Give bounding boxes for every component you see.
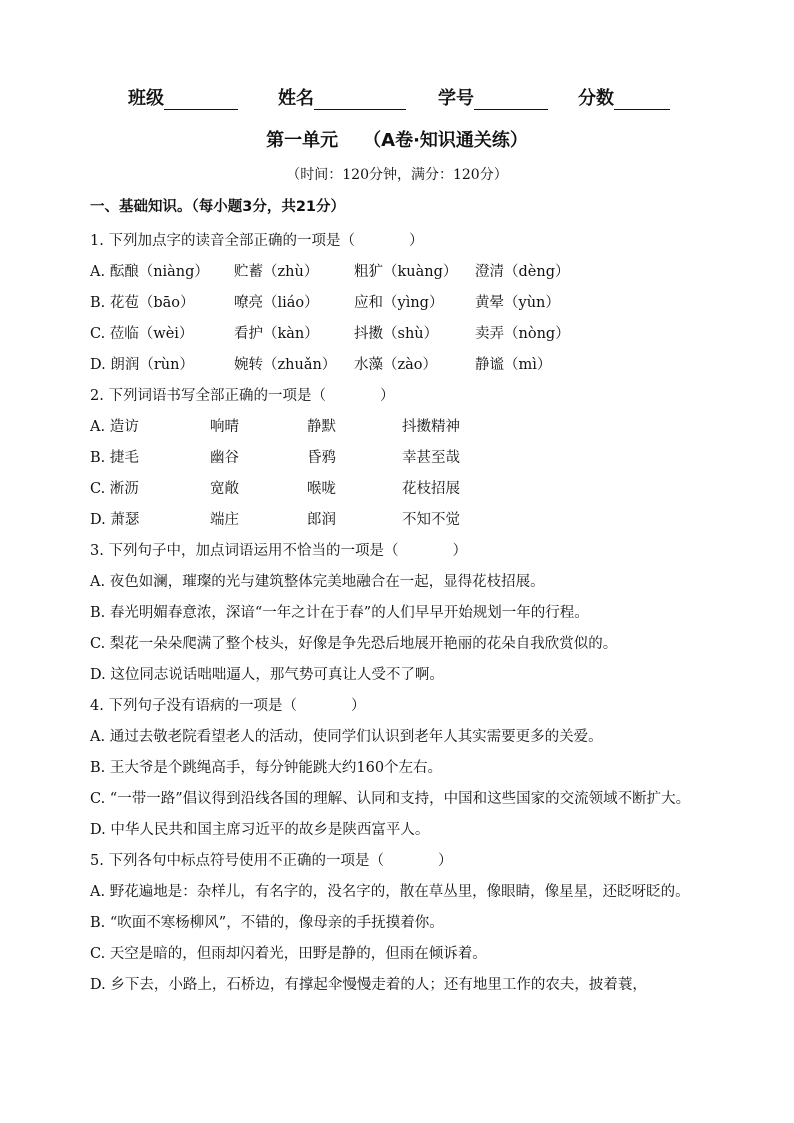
- option-cell: 端庄: [210, 512, 239, 528]
- paren-close: ）: [350, 698, 366, 714]
- question-3-stem: [90, 536, 710, 567]
- question-1-option-c: [90, 319, 710, 350]
- paren-close: ）: [379, 388, 395, 404]
- score-field: [578, 84, 670, 110]
- option-cell: 黄晕（yùn）: [475, 295, 560, 311]
- question-4-stem: [90, 691, 710, 722]
- option-cell: 昏鸦: [307, 450, 336, 466]
- question-4-option-a: A. 通过去敬老院看望老人的活动，使同学们认识到老年人其实需要更多的关爱。: [90, 729, 603, 745]
- name-field: [278, 84, 406, 110]
- option-cell: C. 淅沥: [90, 481, 139, 497]
- option-cell: 静谧（mì）: [475, 357, 552, 373]
- question-1-option-a: [90, 257, 710, 288]
- question-1-stem: [90, 226, 710, 257]
- option-cell: 抖擞精神: [402, 419, 460, 435]
- option-cell: 澄清（dèng）: [475, 264, 570, 280]
- questions: [90, 226, 710, 1001]
- question-5-option-b: B. “吹面不寒杨柳风”，不错的，像母亲的手抚摸着你。: [90, 915, 444, 931]
- question-1-option-d: [90, 350, 710, 381]
- option-cell: 幽谷: [210, 450, 239, 466]
- option-cell: 水藻（zào）: [354, 357, 438, 373]
- question-5-option-c: C. 天空是暗的，但雨却闪着光，田野是静的，但雨在倾诉着。: [90, 946, 487, 962]
- option-cell: 花枝招展: [402, 481, 460, 497]
- student-id-field: [438, 84, 548, 110]
- question-4-option-b: B. 王大爷是个跳绳高手，每分钟能跳大约160个左右。: [90, 760, 443, 776]
- option-cell: 宽敞: [210, 481, 239, 497]
- question-4-option-c: C. “一带一路”倡议得到沿线各国的理解、认同和支持，中国和这些国家的交流领域不断扩大。: [90, 791, 691, 807]
- paren-close: ）: [452, 543, 467, 559]
- question-5-option-a: A. 野花遍地是：杂样儿，有名字的，没名字的，散在草丛里，像眼睛，像星星，还眨呀眨的。: [90, 884, 690, 900]
- class-blank[interactable]: [164, 89, 238, 110]
- question-2-option-a: [90, 412, 710, 443]
- option-cell: 贮蓄（zhù）: [234, 264, 319, 280]
- question-3-option-b: B. 春光明媚春意浓，深谙“一年之计在于春”的人们早早开始规划一年的行程。: [90, 605, 589, 621]
- name-blank[interactable]: [314, 89, 406, 110]
- question-3-option-c: C. 梨花一朵朵爬满了整个枝头，好像是争先恐后地展开艳丽的花朵自我欣赏似的。: [90, 636, 618, 652]
- option-cell: D. 萧瑟: [90, 512, 140, 528]
- exam-title: 第一单元 （A卷·知识通关练）: [266, 130, 528, 151]
- option-cell: 幸甚至哉: [402, 450, 460, 466]
- option-cell: 粗犷（kuàng）: [354, 264, 458, 280]
- class-label: 班级: [128, 88, 164, 109]
- option-cell: 响晴: [210, 419, 239, 435]
- name-label: 姓名: [278, 88, 314, 109]
- question-5-option-d: D. 乡下去，小路上，石桥边，有撑起伞慢慢走着的人；还有地里工作的农夫，披着蓑，: [90, 977, 647, 993]
- score-blank[interactable]: [614, 89, 670, 110]
- option-cell: 嘹亮（liáo）: [234, 295, 319, 311]
- option-cell: C. 莅临（wèi）: [90, 326, 194, 342]
- option-cell: 看护（kàn）: [234, 326, 319, 342]
- option-cell: A. 造访: [90, 419, 139, 435]
- question-stem-text: 4. 下列句子没有语病的一项是（: [90, 698, 297, 714]
- option-cell: 卖弄（nòng）: [475, 326, 570, 342]
- option-cell: B. 捷毛: [90, 450, 139, 466]
- option-cell: 静默: [307, 419, 336, 435]
- score-label: 分数: [578, 88, 614, 109]
- option-cell: 应和（yìng）: [354, 295, 444, 311]
- option-cell: B. 花苞（bāo）: [90, 295, 195, 311]
- question-stem-text: 5. 下列各句中标点符号使用不正确的一项是（: [90, 853, 384, 869]
- question-2-option-c: [90, 474, 710, 505]
- class-field: [128, 84, 238, 110]
- paren-close: ）: [437, 853, 453, 869]
- option-cell: A. 酝酿（niàng）: [90, 264, 209, 280]
- option-cell: 郎润: [307, 512, 336, 528]
- question-1-option-b: [90, 288, 710, 319]
- question-2-option-d: [90, 505, 710, 536]
- question-stem-text: 3. 下列句子中，加点词语运用不恰当的一项是（: [90, 543, 399, 559]
- question-4-option-d: D. 中华人民共和国主席习近平的故乡是陕西富平人。: [90, 822, 430, 838]
- student-id-label: 学号: [438, 88, 474, 109]
- question-stem-text: 2. 下列词语书写全部正确的一项是（: [90, 388, 326, 404]
- option-cell: 抖擞（shù）: [354, 326, 439, 342]
- question-5-stem: [90, 846, 710, 877]
- option-cell: 喉咙: [307, 481, 336, 497]
- student-id-blank[interactable]: [474, 89, 548, 110]
- option-cell: 不知不觉: [402, 512, 460, 528]
- question-3-option-d: D. 这位同志说话咄咄逼人，那气势可真让人受不了啊。: [90, 667, 444, 683]
- option-cell: D. 朗润（rùn）: [90, 357, 194, 373]
- question-3-option-a: A. 夜色如澜，璀璨的光与建筑整体完美地融合在一起，显得花枝招展。: [90, 574, 545, 590]
- exam-subtitle: （时间：120分钟，满分：120分）: [286, 167, 508, 183]
- question-stem-text: 1. 下列加点字的读音全部正确的一项是（: [90, 233, 355, 249]
- question-2-stem: [90, 381, 710, 412]
- question-2-option-b: [90, 443, 710, 474]
- paren-close: ）: [408, 233, 424, 249]
- section-heading: 一、基础知识。（每小题3分，共21分）: [90, 199, 346, 215]
- option-cell: 婉转（zhuǎn）: [234, 357, 337, 373]
